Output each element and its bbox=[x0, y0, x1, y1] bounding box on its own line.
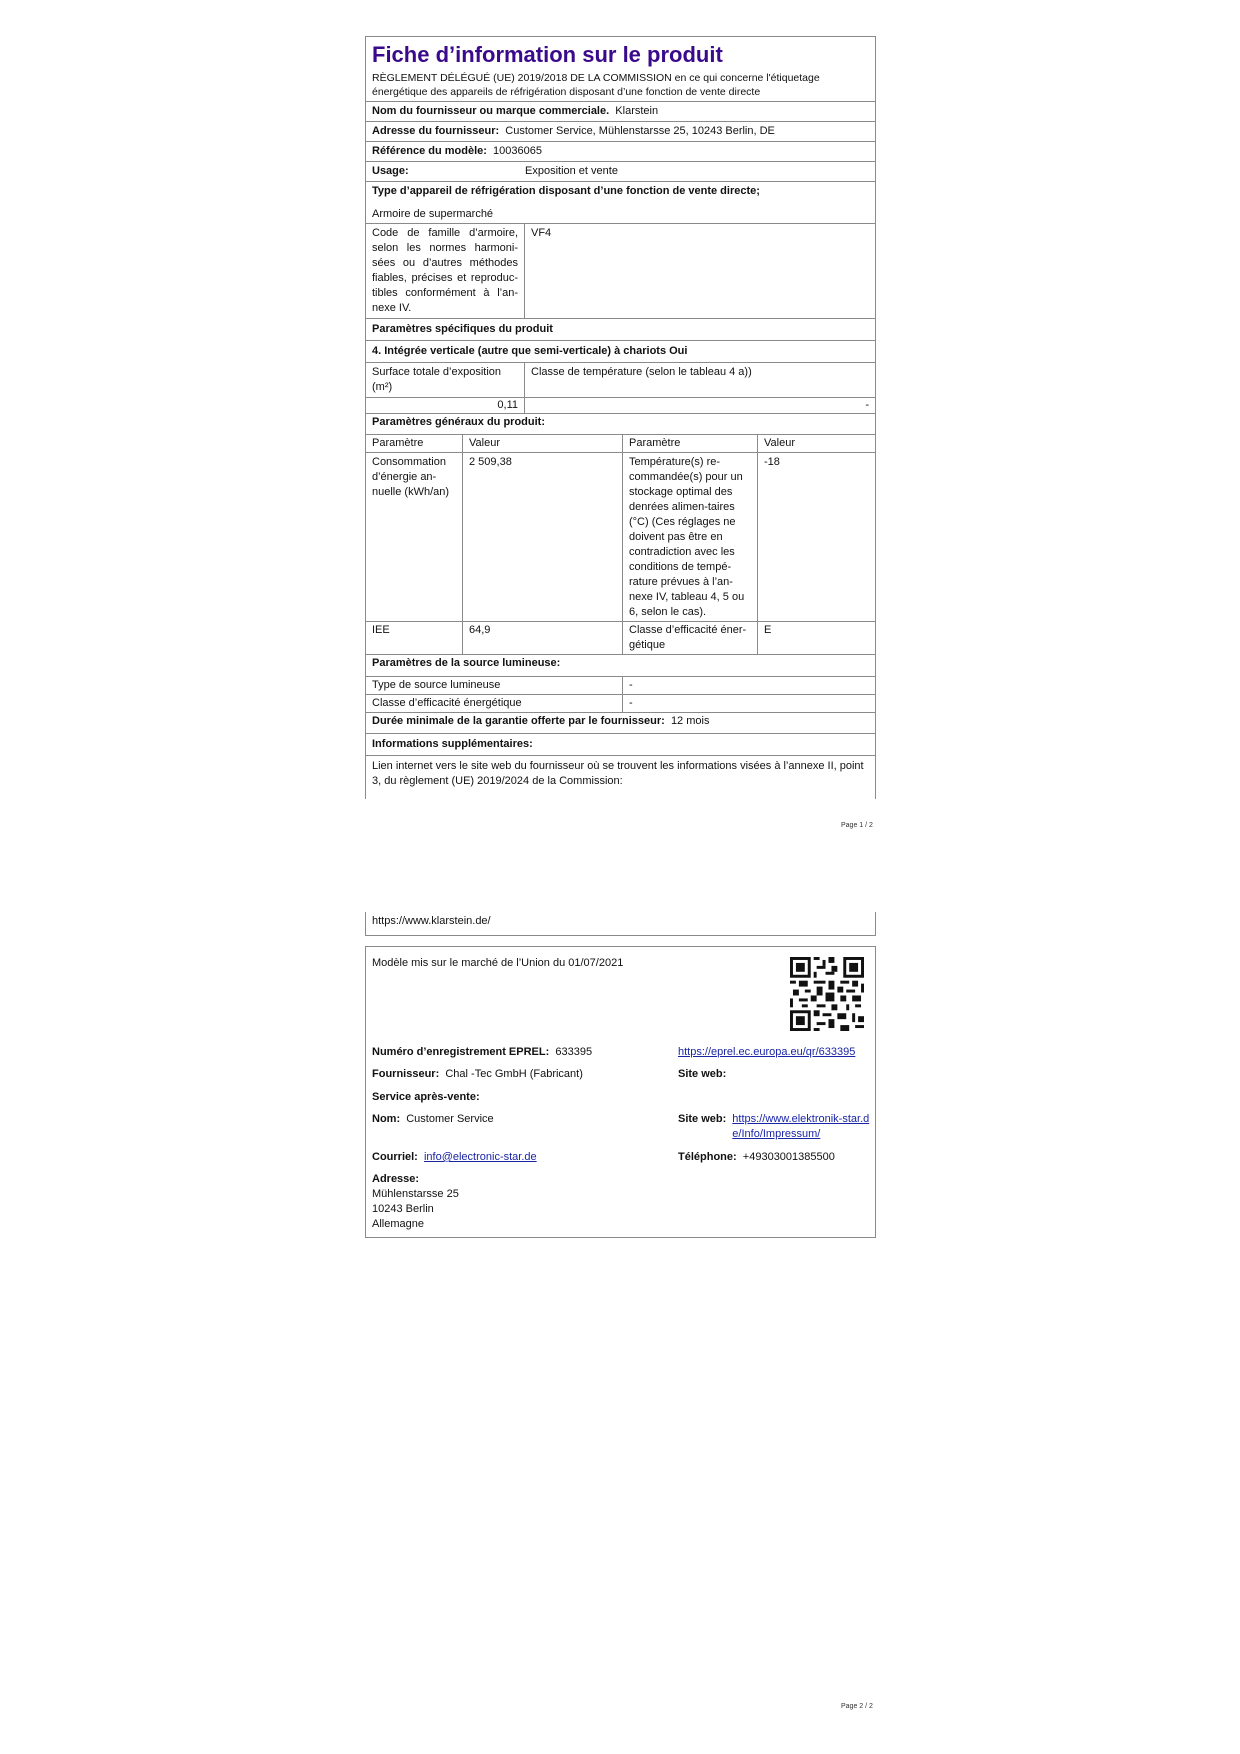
model-row bbox=[366, 142, 875, 162]
light-type-label: Type de source lumineuse bbox=[372, 679, 501, 691]
address-label: Adresse du fournisseur: bbox=[372, 125, 500, 137]
table-header-cell: Valeur bbox=[462, 435, 622, 452]
temp-class-label: Classe de température (selon le tableau 4 a)) bbox=[524, 363, 875, 397]
type-heading: Type d’appareil de réfrigération disposant d’une fonction de vente directe; bbox=[372, 185, 760, 197]
category-row: 4. Intégrée verticale (autre que semi-verticale) à chariots Oui bbox=[366, 341, 875, 363]
table-cell: Température(s) re-commandée(s) pour un stockage optimal des denrées alimen-taires (°C) (Ces réglages ne doivent pas être en contradiction avec les conditions de tempé-rature prévues à l’an-nexe IV, tableau 4, 5 ou 6, selon le cas). bbox=[622, 453, 757, 621]
page-number: Page 1 / 2 bbox=[841, 822, 873, 829]
light-class-row bbox=[366, 695, 875, 713]
surface-values-row bbox=[366, 398, 875, 414]
postal-address-line: Allemagne bbox=[372, 1218, 424, 1230]
eprel-value: 633395 bbox=[555, 1046, 593, 1058]
website-continuation bbox=[365, 912, 876, 936]
email-label: Courriel: bbox=[372, 1151, 418, 1163]
product-info-sheet-page1 bbox=[365, 36, 876, 799]
email-link[interactable]: info@electronic-star.de bbox=[423, 1151, 537, 1163]
table-row bbox=[366, 622, 875, 655]
eprel-block bbox=[365, 946, 876, 1238]
table-header-cell: Valeur bbox=[757, 435, 875, 452]
website-value: https://www.klarstein.de/ bbox=[372, 915, 491, 927]
family-row bbox=[366, 223, 875, 319]
warranty-value: 12 mois bbox=[670, 715, 710, 727]
website-row bbox=[366, 912, 875, 936]
page-title: Fiche d’information sur le produit bbox=[372, 42, 723, 67]
address-row bbox=[366, 122, 875, 142]
params-table-header bbox=[366, 435, 875, 453]
light-class-value: - bbox=[622, 695, 875, 712]
table-cell: Classe d’efficacité éner-gétique bbox=[622, 622, 757, 654]
warranty-label: Durée minimale de la garantie offerte par le fournisseur: bbox=[372, 715, 665, 727]
service-label: Service après-vente: bbox=[372, 1091, 480, 1103]
service-site-row bbox=[678, 1112, 870, 1142]
supplier-label: Nom du fournisseur ou marque commerciale. bbox=[372, 105, 610, 117]
regulation-text: RÈGLEMENT DÉLÉGUÉ (UE) 2019/2018 DE LA COMMISSION en ce qui concerne l'étiquetage énergétique des appareils de réfrigération disposant d’une fonction de vente directe bbox=[372, 72, 820, 98]
phone-label: Téléphone: bbox=[678, 1151, 737, 1163]
page-number: Page 2 / 2 bbox=[841, 1703, 873, 1710]
table-cell: 64,9 bbox=[462, 622, 622, 654]
eprel-row bbox=[372, 1045, 592, 1060]
surface-row bbox=[366, 363, 875, 398]
table-cell: IEE bbox=[372, 624, 390, 636]
address-value: Customer Service, Mühlenstarsse 25, 10243 Berlin, DE bbox=[505, 125, 775, 137]
table-cell: Consommation d’énergie an-nuelle (kWh/an) bbox=[372, 456, 450, 498]
email-row bbox=[372, 1150, 537, 1165]
manufacturer-value: Chal -Tec GmbH (Fabricant) bbox=[445, 1068, 583, 1080]
eprel-link[interactable]: https://eprel.ec.europa.eu/qr/633395 bbox=[678, 1046, 856, 1058]
additional-heading: Informations supplémentaires: bbox=[366, 734, 875, 756]
postal-address-label: Adresse: bbox=[372, 1173, 420, 1185]
phone-row bbox=[678, 1150, 835, 1165]
light-heading: Paramètres de la source lumineuse: bbox=[366, 655, 875, 677]
table-cell: 2 509,38 bbox=[462, 453, 622, 621]
table-header-cell: Paramètre bbox=[622, 435, 757, 452]
model-label: Référence du modèle: bbox=[372, 145, 487, 157]
table-header-cell: Paramètre bbox=[372, 437, 424, 449]
eprel-label: Numéro d’enregistrement EPREL: bbox=[372, 1046, 550, 1058]
surface-value: 0,11 bbox=[497, 399, 518, 411]
light-type-row bbox=[366, 677, 875, 695]
light-type-value: - bbox=[622, 677, 875, 694]
additional-text: Lien internet vers le site web du fournisseur où se trouvent les informations visées à l’annexe II, point 3, du règlement (UE) 2019/2024 de la Commission: bbox=[372, 760, 864, 787]
postal-address-line: Mühlenstarsse 25 bbox=[372, 1188, 459, 1200]
postal-address-line: 10243 Berlin bbox=[372, 1203, 434, 1215]
general-params-heading: Paramètres généraux du produit: bbox=[366, 414, 875, 435]
table-row bbox=[366, 453, 875, 622]
service-site-link[interactable]: https://www.elektronik-star.de/Info/Impressum/ bbox=[732, 1113, 870, 1140]
temp-class-value: - bbox=[524, 398, 875, 413]
model-value: 10036065 bbox=[493, 145, 542, 157]
site-web-label: Site web: bbox=[678, 1068, 727, 1080]
phone-value: +49303001385500 bbox=[742, 1151, 835, 1163]
header-block bbox=[366, 37, 875, 102]
qr-code-icon bbox=[790, 957, 864, 1031]
usage-row bbox=[366, 162, 875, 182]
manufacturer-row bbox=[372, 1067, 583, 1082]
table-cell: E bbox=[757, 622, 875, 654]
usage-label: Usage: bbox=[372, 165, 409, 177]
specific-params-heading: Paramètres spécifiques du produit bbox=[366, 319, 875, 341]
service-name-row bbox=[372, 1112, 494, 1127]
type-value: Armoire de supermarché bbox=[372, 208, 494, 220]
warranty-row bbox=[366, 713, 875, 734]
postal-address bbox=[372, 1172, 459, 1232]
service-name-label: Nom: bbox=[372, 1113, 401, 1125]
light-class-label: Classe d’efficacité énergétique bbox=[372, 697, 522, 709]
supplier-row bbox=[366, 102, 875, 122]
service-site-label: Site web: bbox=[678, 1113, 727, 1125]
market-text: Modèle mis sur le marché de l’Union du 01/07/2021 bbox=[372, 957, 624, 969]
manufacturer-label: Fournisseur: bbox=[372, 1068, 440, 1080]
family-label: Code de famille d’armoire, selon les normes harmoni-sées ou d’autres méthodes fiables, précises et reproduc-tibles conformément à l’an-nexe IV. bbox=[372, 227, 518, 314]
usage-value: Exposition et vente bbox=[525, 165, 618, 177]
supplier-value: Klarstein bbox=[615, 105, 659, 117]
service-name-value: Customer Service bbox=[406, 1113, 494, 1125]
table-cell: -18 bbox=[757, 453, 875, 621]
surface-label: Surface totale d’exposition (m²) bbox=[372, 366, 502, 393]
family-value: VF4 bbox=[524, 224, 875, 318]
